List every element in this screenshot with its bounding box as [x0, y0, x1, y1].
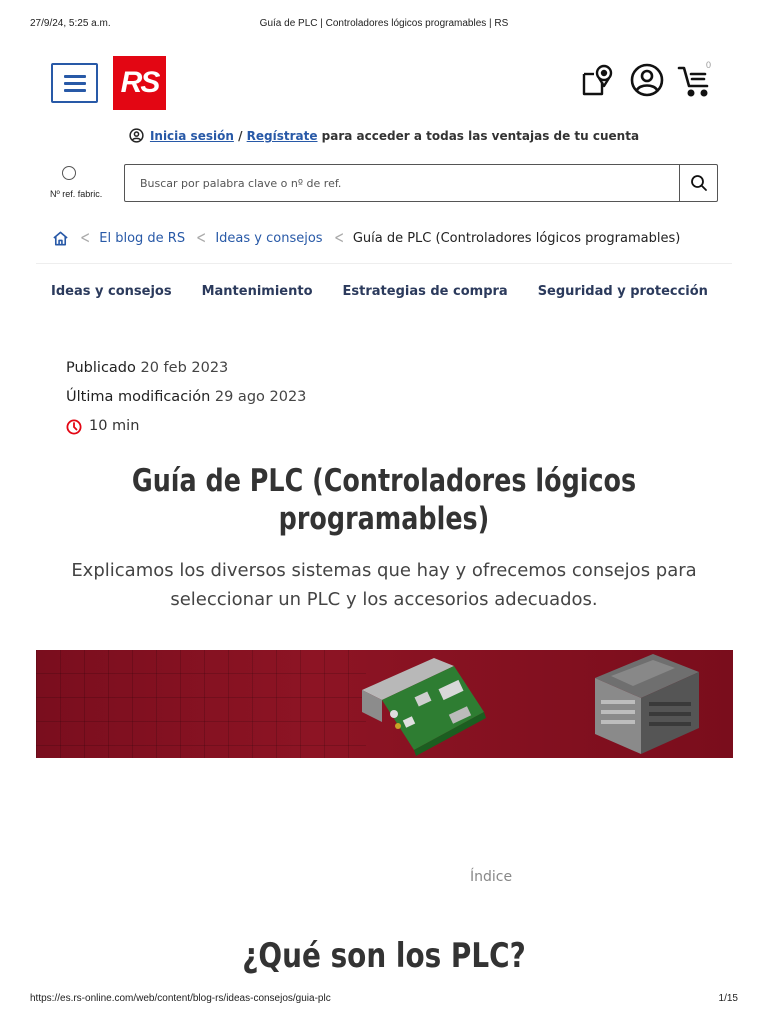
login-text: para acceder a todas las ventajas de tu cuenta: [317, 129, 640, 143]
store-locator-icon[interactable]: [580, 62, 616, 98]
login-bar: [0, 128, 768, 143]
article-title: Guía de PLC (Controladores lógicos programables): [131, 463, 637, 537]
read-time-row: [66, 412, 306, 441]
category-nav: [51, 284, 708, 299]
breadcrumb-item-blog[interactable]: El blog de RS: [99, 230, 186, 246]
breadcrumb-separator: <: [80, 228, 91, 248]
modified-label: Última modificación: [66, 389, 211, 405]
published-label: Publicado: [66, 360, 136, 376]
account-icon[interactable]: [629, 62, 665, 98]
print-page-number: 1/15: [718, 993, 738, 1004]
search-input[interactable]: [125, 165, 679, 201]
user-circle-icon: [129, 128, 144, 143]
published-date: 20 feb 2023: [140, 360, 229, 376]
nav-item-ideas[interactable]: Ideas y consejos: [51, 284, 172, 299]
divider: [36, 263, 732, 264]
breadcrumb-current: Guía de PLC (Controladores lógicos programables): [352, 230, 681, 246]
signin-link[interactable]: Inicia sesión: [149, 129, 234, 143]
menu-button[interactable]: [51, 63, 98, 103]
nav-item-purchasing[interactable]: Estrategias de compra: [342, 284, 508, 299]
hamburger-line: [64, 89, 86, 92]
published-row: [66, 354, 306, 383]
modified-date: 29 ago 2023: [214, 389, 307, 405]
nav-item-safety[interactable]: Seguridad y protección: [537, 284, 708, 299]
article-subtitle: Explicamos los diversos sistemas que hay y ofrecemos consejos para seleccionar un PLC y los accesorios adecuados.: [71, 560, 697, 610]
print-date: 27/9/24, 5:25 a.m.: [30, 18, 111, 29]
plc-unit-image: [591, 650, 703, 758]
hero-image: [36, 650, 733, 758]
section-heading: ¿Qué son los PLC?: [242, 936, 526, 976]
print-url: https://es.rs-online.com/web/content/blog-rs/ideas-consejos/guia-plc: [30, 993, 331, 1004]
breadcrumb-separator: <: [196, 228, 207, 248]
search-icon: [690, 174, 708, 192]
search-bar: [124, 164, 718, 202]
print-header: [30, 18, 738, 32]
mpn-label: Nº ref. fabric.: [50, 189, 103, 199]
plc-board-image: [354, 650, 514, 758]
nav-item-maintenance[interactable]: Mantenimiento: [201, 284, 313, 299]
breadcrumb-item-ideas[interactable]: Ideas y consejos: [215, 230, 323, 246]
print-title: Guía de PLC | Controladores lógicos programables | RS: [259, 18, 509, 29]
register-link[interactable]: Regístrate: [246, 129, 318, 143]
breadcrumb-separator: <: [333, 228, 344, 248]
print-footer: [30, 993, 738, 1007]
article-meta: [66, 354, 306, 441]
search-button[interactable]: [679, 165, 717, 201]
home-icon[interactable]: [52, 230, 69, 247]
breadcrumb: [52, 228, 680, 248]
login-slash: /: [233, 129, 247, 143]
rs-logo[interactable]: RS: [113, 56, 166, 110]
toc-toggle[interactable]: Índice: [470, 869, 513, 885]
hamburger-icon: [64, 75, 86, 78]
hamburger-line: [64, 82, 86, 85]
clock-icon: [66, 419, 82, 435]
modified-row: [66, 383, 306, 412]
hero-pattern: [36, 650, 366, 758]
read-time: 10 min: [89, 418, 140, 434]
radio-circle[interactable]: [62, 166, 76, 180]
cart-count: 0: [706, 60, 712, 70]
